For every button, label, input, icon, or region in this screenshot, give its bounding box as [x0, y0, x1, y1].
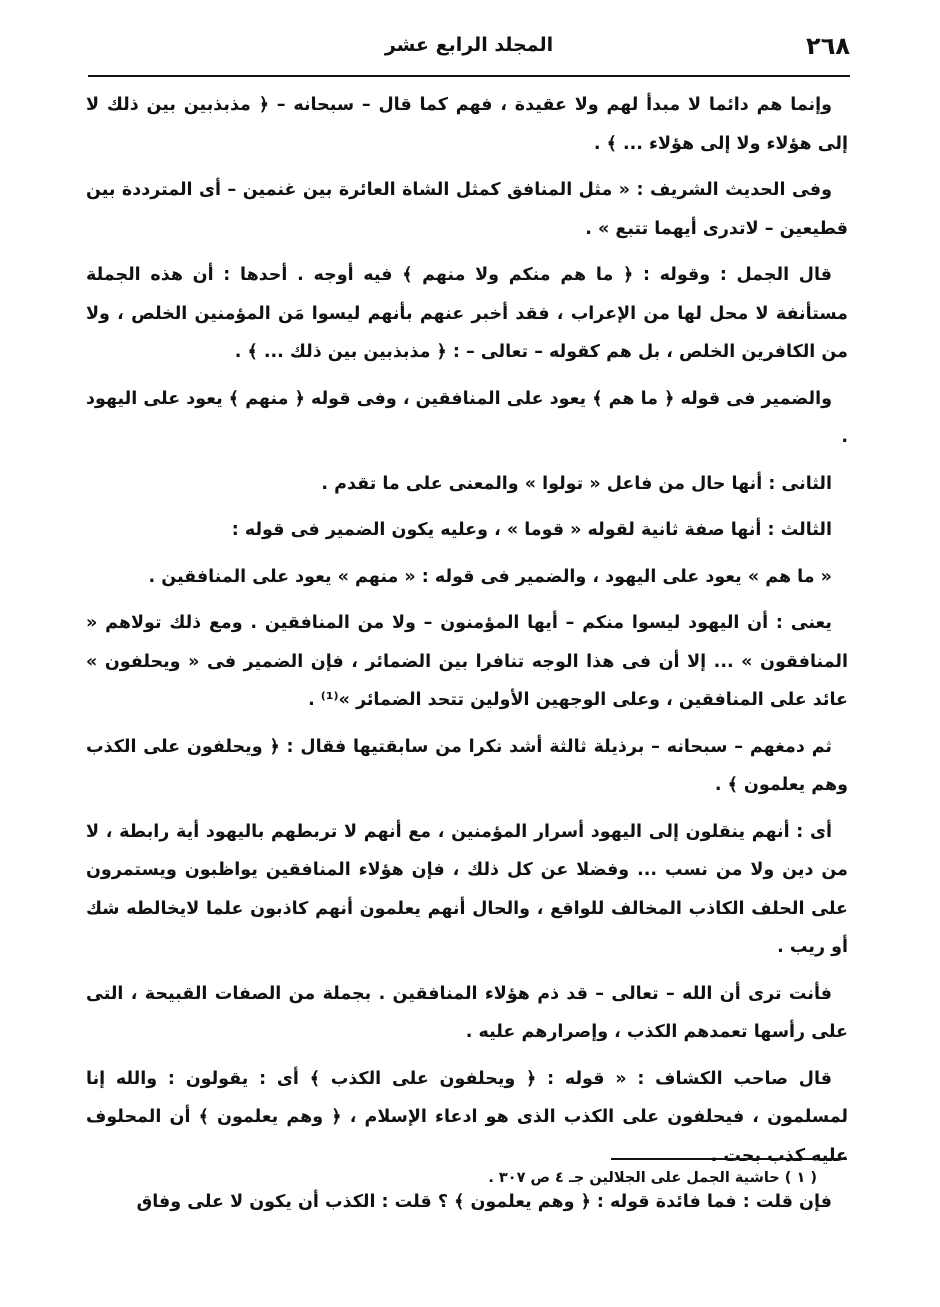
paragraph: الثانى : أنها حال من فاعل « تولوا » والمعنى على ما تقدم . [321, 473, 832, 494]
paragraph: قال صاحب الكشاف : « قوله : ﴿ ويحلفون على الكذب ﴾ أى : يقولون : والله إنا لمسلمون ، فيحلفون على الكذب الذى هو ادعاء الإسلام ، ﴿ وهم يعلمون ﴾ أن المحلوف عليه كذب بحت . [86, 1068, 848, 1166]
paragraph: الثالث : أنها صفة ثانية لقوله « قوما » ، وعليه يكون الضمير فى قوله : [231, 520, 832, 540]
footnote: ( ١ ) حاشية الجمل على الجلالين جـ ٤ ص ٣٠٧ . [488, 1170, 817, 1186]
paragraph: والضمير فى قوله ﴿ ما هم ﴾ يعود على المنافقين ، وفى قوله ﴿ منهم ﴾ يعود على اليهود . [86, 388, 848, 447]
paragraph: يعنى : أن اليهود ليسوا منكم – أيها المؤمنون – ولا من المنافقين . ومع ذلك تولاهم « المنافقون » ... إلا أن فى هذا الوجه تنافرا بين الضمائر ، فإن الضمير فى « ويحلفون » عائد على المنافقين ، وعلى الوجهين الأولين تتحد الضمائر »⁽¹⁾ . [86, 613, 848, 710]
footnote-divider [611, 1158, 847, 1160]
paragraph: ثم دمغهم – سبحانه – برذيلة ثالثة أشد نكرا من سابقتيها فقال : ﴿ ويحلفون على الكذب وهم يعلمون ﴾ . [86, 736, 848, 795]
paragraph: « ما هم » يعود على اليهود ، والضمير فى قوله : « منهم » يعود على المنافقين . [148, 566, 832, 587]
paragraph: فأنت ترى أن الله – تعالى – قد ذم هؤلاء المنافقين . بجملة من الصفات القبيحة ، التى على رأسها تعمدهم الكذب ، وإصرارهم عليه . [86, 983, 848, 1042]
header-divider [88, 75, 850, 77]
page-header [88, 28, 850, 72]
page-number: ٢٦٨ [806, 32, 850, 60]
paragraph: وفى الحديث الشريف : « مثل المنافق كمثل الشاة العائرة بين غنمين – أى المترددة بين قطيعين – لاتدرى أيهما تتبع » . [86, 180, 848, 239]
paragraph: وإنما هم دائما لا مبدأ لهم ولا عقيدة ، فهم كما قال – سبحانه – ﴿ مذبذبين بين ذلك لا إلى هؤلاء ولا إلى هؤلاء ... ﴾ . [86, 95, 848, 154]
running-title: المجلد الرابع عشر [384, 34, 554, 56]
body-text [86, 86, 848, 1230]
paragraph: أى : أنهم ينقلون إلى اليهود أسرار المؤمنين ، مع أنهم لا تربطهم باليهود أية رابطة ، لا من دين ولا من نسب ... وفضلا عن كل ذلك ، فإن هؤلاء المنافقين يواظبون ويستمرون على الحلف الكاذب المخالف للواقع ، والحال أنهم يعلمون أنهم كاذبون علما لايخالطه شك أو ريب . [86, 821, 848, 957]
paragraph: فإن قلت : فما فائدة قوله : ﴿ وهم يعلمون ﴾ ؟ قلت : الكذب أن يكون لا على وفاق [136, 1192, 832, 1212]
paragraph: قال الجمل : وقوله : ﴿ ما هم منكم ولا منهم ﴾ فيه أوجه . أحدها : أن هذه الجملة مستأنفة لا محل لها من الإعراب ، فقد أخبر عنهم بأنهم ليسوا مَن المؤمنين الخلص ، ولا من الكافرين الخلص ، بل هم كقوله – تعالى – : ﴿ مذبذبين بين ذلك ... ﴾ . [86, 265, 848, 362]
